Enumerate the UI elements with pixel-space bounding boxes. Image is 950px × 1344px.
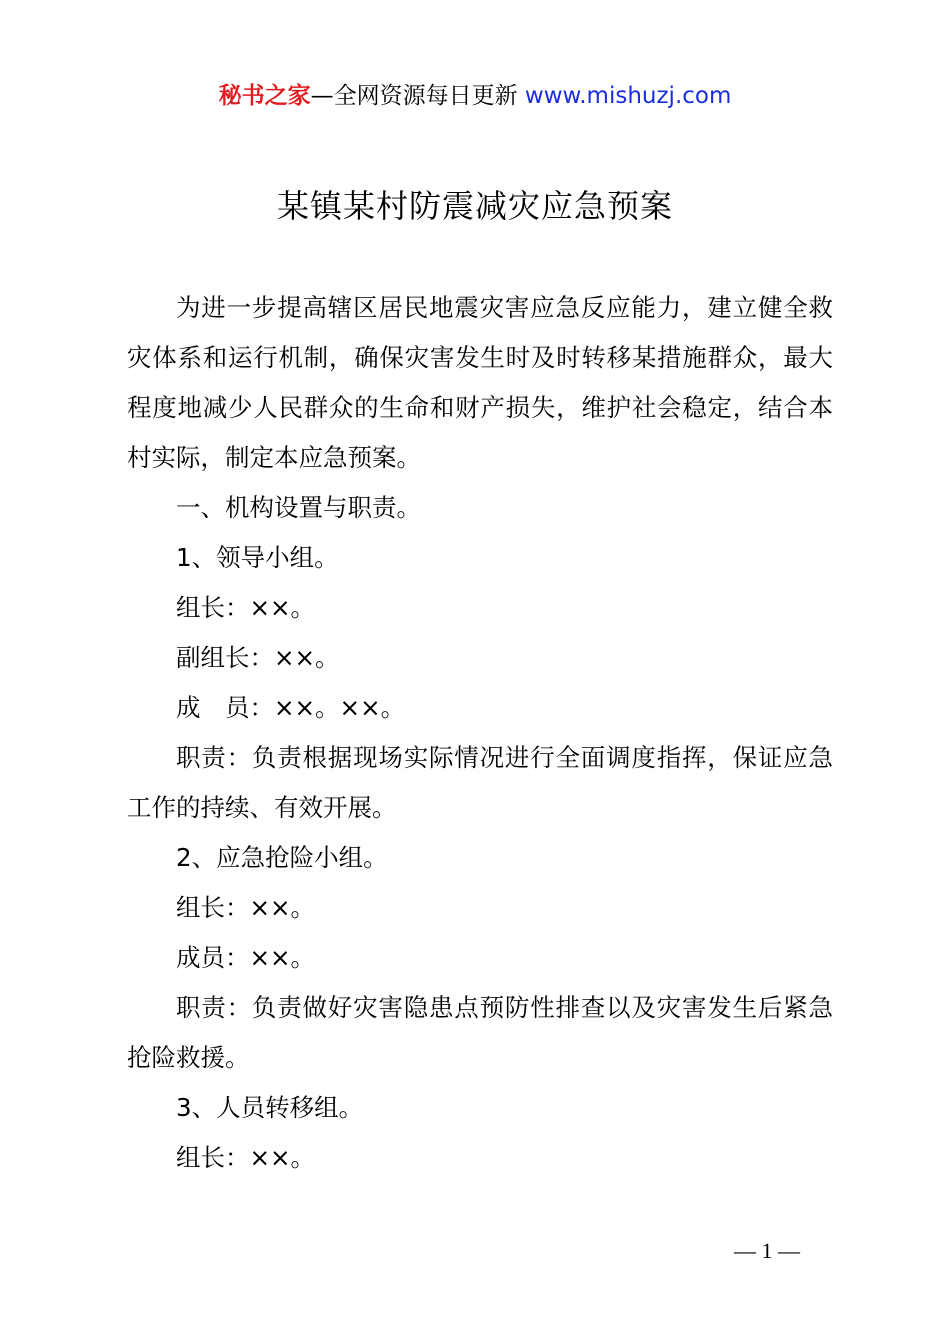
rescue-group-members: 成员：××。 bbox=[176, 943, 316, 972]
subsection-leadership-group: 1、领导小组。 bbox=[176, 543, 339, 572]
site-brand-name: 秘书之家 bbox=[218, 83, 311, 109]
subsection-rescue-group: 2、应急抢险小组。 bbox=[176, 843, 388, 872]
document-title: 某镇某村防震减灾应急预案 bbox=[276, 187, 673, 225]
leadership-group-members: 成 员：××。××。 bbox=[176, 693, 406, 722]
site-url-link[interactable]: www.mishuzj.com bbox=[524, 83, 732, 109]
intro-paragraph: 为进一步提高辖区居民地震灾害应急反应能力，建立健全救灾体系和运行机制，确保灾害发生时及时转移某措施群众，最大程度地减少人民群众的生命和财产损失，维护社会稳定，结合本村实际，制定本应急预案。 bbox=[127, 293, 833, 472]
leadership-group-duties: 职责：负责根据现场实际情况进行全面调度指挥，保证应急工作的持续、有效开展。 bbox=[127, 743, 833, 822]
evacuation-group-leader: 组长：××。 bbox=[176, 1143, 316, 1172]
leadership-group-leader: 组长：××。 bbox=[176, 593, 316, 622]
site-header-banner bbox=[0, 80, 950, 112]
document-body bbox=[127, 283, 833, 1183]
rescue-group-duties: 职责：负责做好灾害隐患点预防性排查以及灾害发生后紧急抢险救援。 bbox=[127, 993, 833, 1072]
subsection-evacuation-group: 3、人员转移组。 bbox=[176, 1093, 364, 1122]
section-heading-organization: 一、机构设置与职责。 bbox=[176, 493, 421, 522]
site-slogan: —全网资源每日更新 bbox=[310, 83, 518, 109]
rescue-group-leader: 组长：××。 bbox=[176, 893, 316, 922]
page-number: — 1 — bbox=[734, 1238, 800, 1263]
leadership-group-deputy-leader: 副组长：××。 bbox=[176, 643, 340, 672]
